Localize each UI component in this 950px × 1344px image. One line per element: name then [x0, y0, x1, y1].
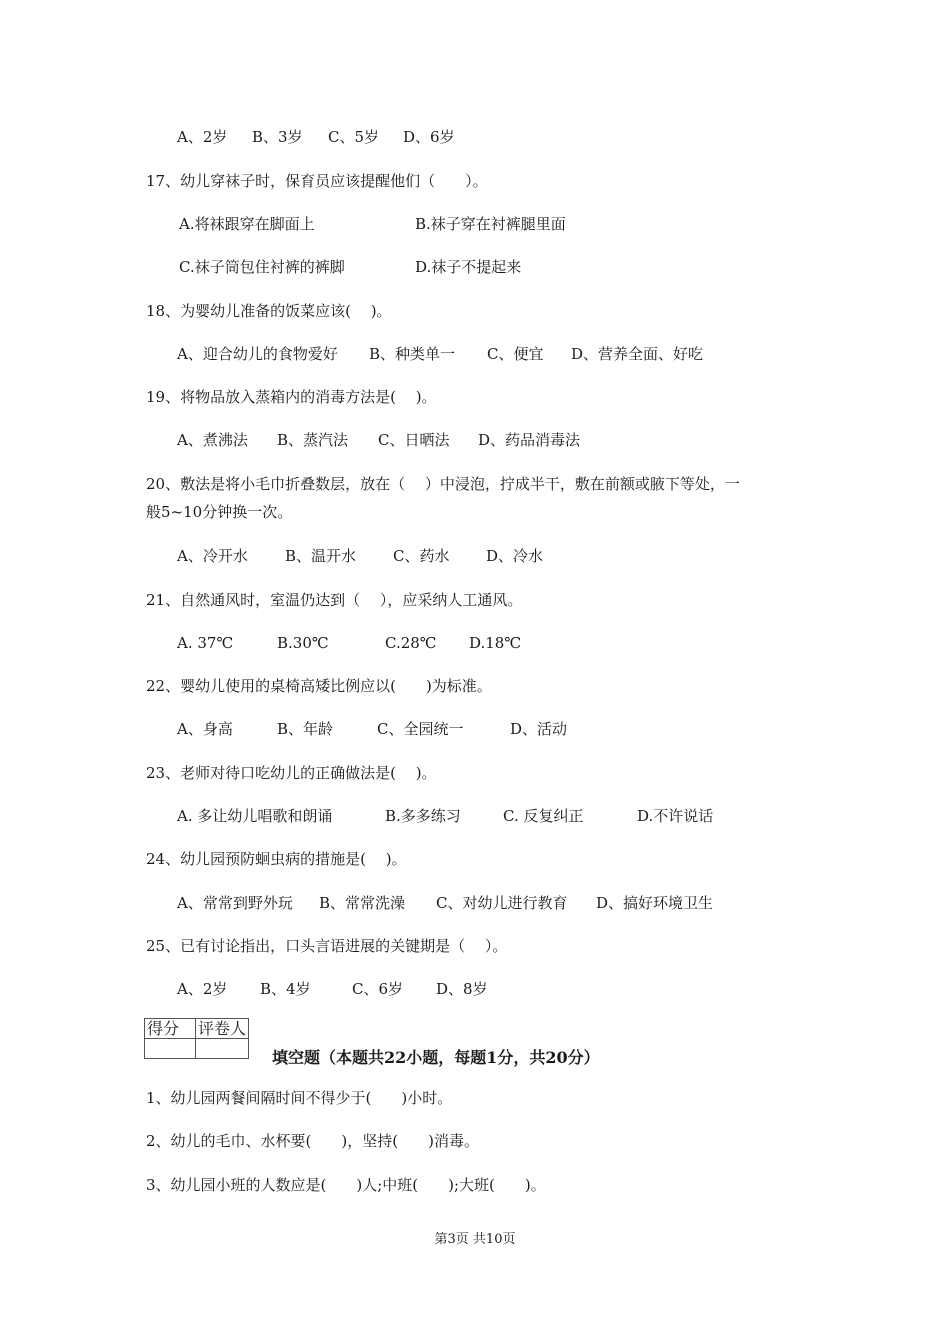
q20-option-a: A、冷开水 [177, 547, 248, 565]
score-cell [145, 1039, 196, 1059]
q20-option-d: D、冷水 [486, 547, 544, 565]
q16-option-c: C、5岁 [328, 128, 380, 146]
page-footer: 第3页 共10页 [434, 1232, 516, 1247]
fill-question: 2、幼儿的毛巾、水杯要( )，坚持( )消毒。 [146, 1132, 479, 1150]
score-label: 得分 [145, 1019, 196, 1039]
q19-option-b: B、蒸汽法 [277, 431, 349, 449]
q16-option-b: B、3岁 [252, 128, 303, 146]
q19-stem: 19、将物品放入蒸箱内的消毒方法是( )。 [146, 388, 437, 406]
q17-option-d: D.袜子不提起来 [415, 258, 522, 276]
q17-stem: 17、幼儿穿袜子时，保育员应该提醒他们（ ）。 [146, 172, 488, 190]
q21-option-d: D.18℃ [469, 634, 522, 652]
q24-option-b: B、常常洗澡 [319, 894, 406, 912]
q22-stem: 22、婴幼儿使用的桌椅高矮比例应以( )为标准。 [146, 677, 492, 695]
q23-option-a: A. 多让幼儿唱歌和朗诵 [177, 807, 333, 825]
q23-stem: 23、老师对待口吃幼儿的正确做法是( )。 [146, 764, 437, 782]
q20-stem: 20、敷法是将小毛巾折叠数层，放在（ ）中浸泡，拧成半干，敷在前额或腋下等处，一 [146, 475, 740, 493]
q20-option-b: B、温开水 [285, 547, 357, 565]
q23-option-d: D.不许说话 [637, 807, 714, 825]
q18-stem: 18、为婴幼儿准备的饭菜应该( )。 [146, 302, 392, 320]
q25-option-a: A、2岁 [177, 980, 228, 998]
q20-stem-cont: 般5~10分钟换一次。 [146, 503, 293, 521]
q19-option-c: C、日晒法 [378, 431, 450, 449]
grader-cell [196, 1039, 249, 1059]
q18-option-d: D、营养全面、好吃 [571, 345, 704, 363]
q19-option-a: A、煮沸法 [177, 431, 248, 449]
q24-option-d: D、搞好环境卫生 [596, 894, 714, 912]
q17-option-b: B.袜子穿在衬裤腿里面 [415, 215, 566, 233]
q22-option-c: C、全园统一 [377, 720, 464, 738]
q21-option-c: C.28℃ [385, 634, 437, 652]
q23-option-b: B.多多练习 [385, 807, 461, 825]
fill-question: 1、幼儿园两餐间隔时间不得少于( )小时。 [146, 1089, 453, 1107]
q18-option-a: A、迎合幼儿的食物爱好 [177, 345, 338, 363]
q18-option-c: C、便宜 [487, 345, 544, 363]
section-title: 填空题（本题共22小题，每题1分，共20分） [272, 1048, 600, 1067]
q21-stem: 21、自然通风时，室温仍达到（ ），应采纳人工通风。 [146, 591, 523, 609]
q21-option-b: B.30℃ [277, 634, 329, 652]
q17-option-a: A.将袜跟穿在脚面上 [179, 215, 315, 233]
q23-option-c: C. 反复纠正 [503, 807, 584, 825]
q17-option-c: C.袜子筒包住衬裤的裤脚 [179, 258, 345, 276]
q22-option-a: A、身高 [177, 720, 233, 738]
q24-option-c: C、对幼儿进行教育 [436, 894, 568, 912]
fill-question: 3、幼儿园小班的人数应是( )人;中班( );大班( )。 [146, 1176, 546, 1194]
q16-option-a: A、2岁 [177, 128, 228, 146]
q22-option-b: B、年龄 [277, 720, 334, 738]
q25-option-d: D、8岁 [436, 980, 488, 998]
q22-option-d: D、活动 [510, 720, 568, 738]
q24-option-a: A、常常到野外玩 [177, 894, 293, 912]
grader-label: 评卷人 [196, 1019, 249, 1039]
q24-stem: 24、幼儿园预防蛔虫病的措施是( )。 [146, 850, 407, 868]
q25-option-b: B、4岁 [260, 980, 311, 998]
q16-option-d: D、6岁 [403, 128, 455, 146]
q18-option-b: B、种类单一 [369, 345, 456, 363]
q21-option-a: A. 37℃ [177, 634, 234, 652]
q19-option-d: D、药品消毒法 [478, 431, 581, 449]
q20-option-c: C、药水 [393, 547, 450, 565]
score-table [144, 1018, 249, 1059]
q25-stem: 25、已有讨论指出，口头言语进展的关键期是（ ）。 [146, 937, 508, 955]
q25-option-c: C、6岁 [352, 980, 404, 998]
